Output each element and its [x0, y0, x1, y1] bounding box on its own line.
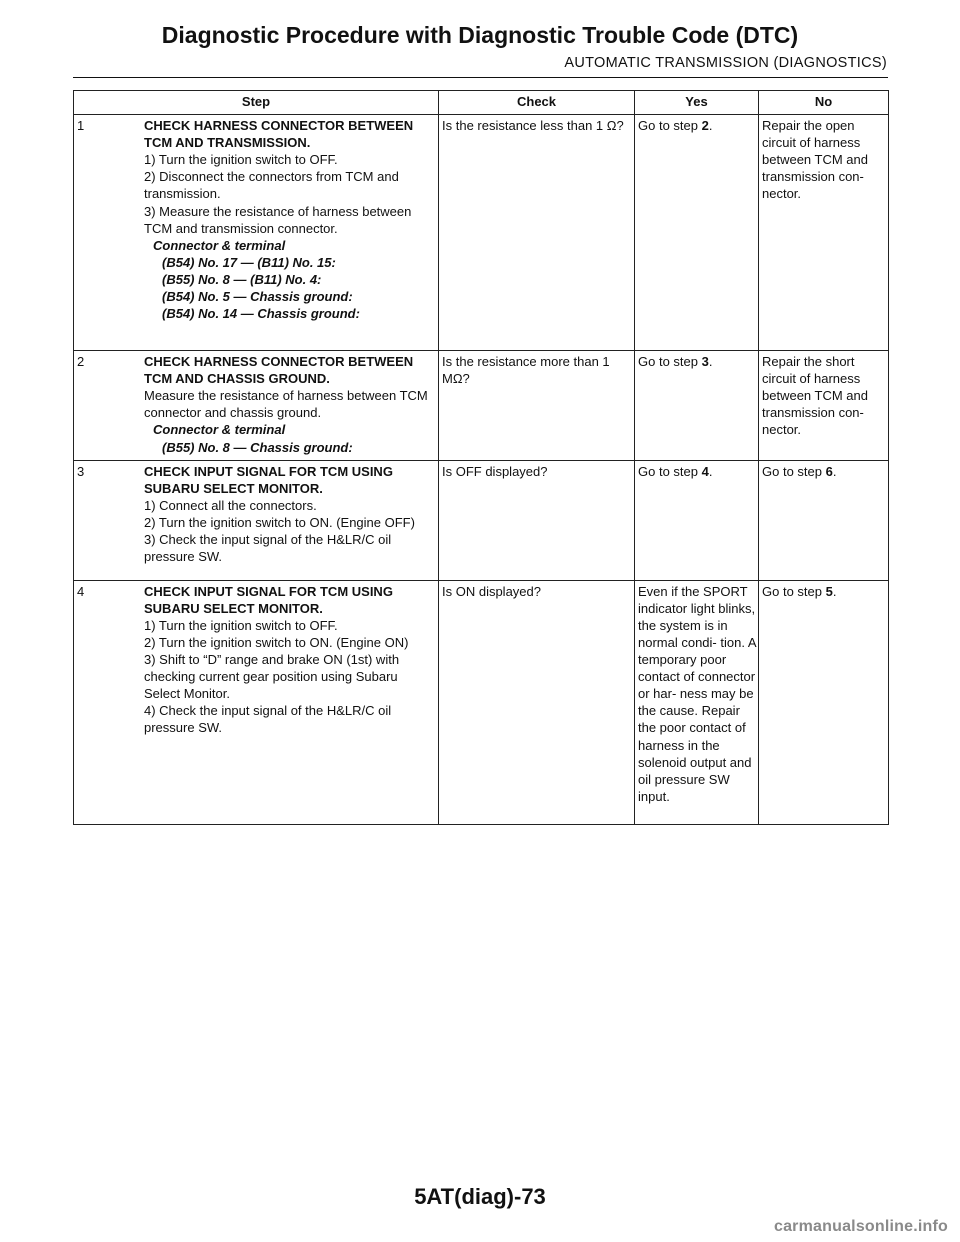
instruction-line: 1) Turn the ignition switch to OFF.: [144, 617, 338, 633]
table-header-row: [74, 91, 889, 115]
instruction-line: 2) Turn the ignition switch to ON. (Engine ON): [144, 634, 409, 650]
instruction-line: Measure the resistance of harness between TCM connector and chassis ground.: [144, 388, 428, 421]
column-header-step: Step: [74, 91, 439, 115]
no-action: Repair the open circuit of harness between TCM and transmission con- nector.: [762, 118, 868, 202]
instruction-line: 3) Measure the resistance of harness between TCM and transmission connector.: [144, 203, 412, 236]
step-title: CHECK INPUT SIGNAL FOR TCM USING SUBARU SELECT MONITOR.: [144, 463, 393, 496]
step-cell: [74, 115, 439, 351]
connector-terminal: (B55) No. 8 — (B11) No. 4:: [162, 271, 322, 287]
connector-terminal: (B54) No. 14 — Chassis ground:: [162, 306, 360, 322]
step-number: 2: [77, 354, 85, 370]
check-question: Is OFF displayed?: [442, 463, 548, 479]
watermark: carmanualsonline.info: [773, 1218, 948, 1235]
yes-action: Go to step: [638, 463, 698, 479]
column-header-check: Check: [439, 91, 635, 115]
yes-cell: [635, 580, 759, 824]
step-cell: [74, 580, 439, 824]
step-number: 4: [77, 583, 85, 599]
header-divider: [73, 77, 888, 78]
check-cell: [439, 580, 635, 824]
instruction-line: 2) Turn the ignition switch to ON. (Engine OFF): [144, 514, 415, 530]
no-action: Repair the short circuit of harness between TCM and transmission con- nector.: [762, 354, 868, 438]
no-action: Go to step: [762, 463, 822, 479]
instruction-line: 4) Check the input signal of the H&LR/C oil pressure SW.: [144, 703, 392, 736]
step-cell: [74, 351, 439, 461]
table-row: [74, 351, 889, 461]
step-title: CHECK INPUT SIGNAL FOR TCM USING SUBARU SELECT MONITOR.: [144, 583, 393, 616]
yes-action: Even if the SPORT indicator light blinks, the system is in normal condi- tion. A temporary poor contact of connector or har- ness may be the cause. Repair the poor contact of harness in the solenoid output and oil pressure SW input.: [638, 583, 756, 804]
yes-cell: Go to step 2.: [635, 115, 759, 351]
connector-heading: Connector & terminal: [153, 422, 286, 438]
section-title: AUTOMATIC TRANSMISSION (DIAGNOSTICS): [564, 55, 887, 71]
table-row: [74, 580, 889, 824]
yes-action: Go to step: [638, 354, 698, 370]
no-cell: [759, 351, 889, 461]
diagnostic-procedure-table: [73, 90, 889, 825]
connector-terminal: (B54) No. 17 — (B11) No. 15:: [162, 254, 336, 270]
step-number: 3: [77, 463, 85, 479]
check-question: Is ON displayed?: [442, 583, 541, 599]
column-header-no: No: [759, 91, 889, 115]
yes-cell: Go to step 3.: [635, 351, 759, 461]
check-question: Is the resistance more than 1 MΩ?: [442, 354, 610, 387]
step-title: CHECK HARNESS CONNECTOR BETWEEN TCM AND CHASSIS GROUND.: [144, 354, 414, 387]
connector-heading: Connector & terminal: [153, 237, 286, 253]
step-reference: 6: [825, 463, 833, 479]
page-number-label: 5AT(diag)-73: [414, 1184, 546, 1209]
yes-action: Go to step: [638, 118, 698, 134]
step-title: CHECK HARNESS CONNECTOR BETWEEN TCM AND TRANSMISSION.: [144, 118, 414, 151]
check-cell: [439, 460, 635, 580]
no-cell: [759, 115, 889, 351]
no-cell: Go to step 6.: [759, 460, 889, 580]
instruction-line: 1) Turn the ignition switch to OFF.: [144, 152, 338, 168]
column-header-yes: Yes: [635, 91, 759, 115]
step-reference: 4: [701, 463, 709, 479]
check-cell: [439, 115, 635, 351]
connector-terminal: (B54) No. 5 — Chassis ground:: [162, 289, 353, 305]
connector-terminal: (B55) No. 8 — Chassis ground:: [162, 439, 353, 455]
yes-cell: Go to step 4.: [635, 460, 759, 580]
step-number: 1: [77, 118, 85, 134]
table-row: [74, 115, 889, 351]
check-cell: [439, 351, 635, 461]
instruction-line: 3) Shift to “D” range and brake ON (1st) with checking current gear position using Subaru Select Monitor.: [144, 652, 400, 702]
step-reference: 5: [825, 583, 833, 599]
instruction-line: 2) Disconnect the connectors from TCM and transmission.: [144, 169, 399, 202]
page-title: Diagnostic Procedure with Diagnostic Trouble Code (DTC): [161, 22, 799, 48]
no-action: Go to step: [762, 583, 822, 599]
step-cell: [74, 460, 439, 580]
check-question: Is the resistance less than 1 Ω?: [442, 118, 624, 134]
step-reference: 2: [701, 118, 709, 134]
table-row: [74, 460, 889, 580]
no-cell: Go to step 5.: [759, 580, 889, 824]
step-reference: 3: [701, 354, 709, 370]
instruction-line: 1) Connect all the connectors.: [144, 497, 317, 513]
instruction-line: 3) Check the input signal of the H&LR/C oil pressure SW.: [144, 532, 392, 565]
